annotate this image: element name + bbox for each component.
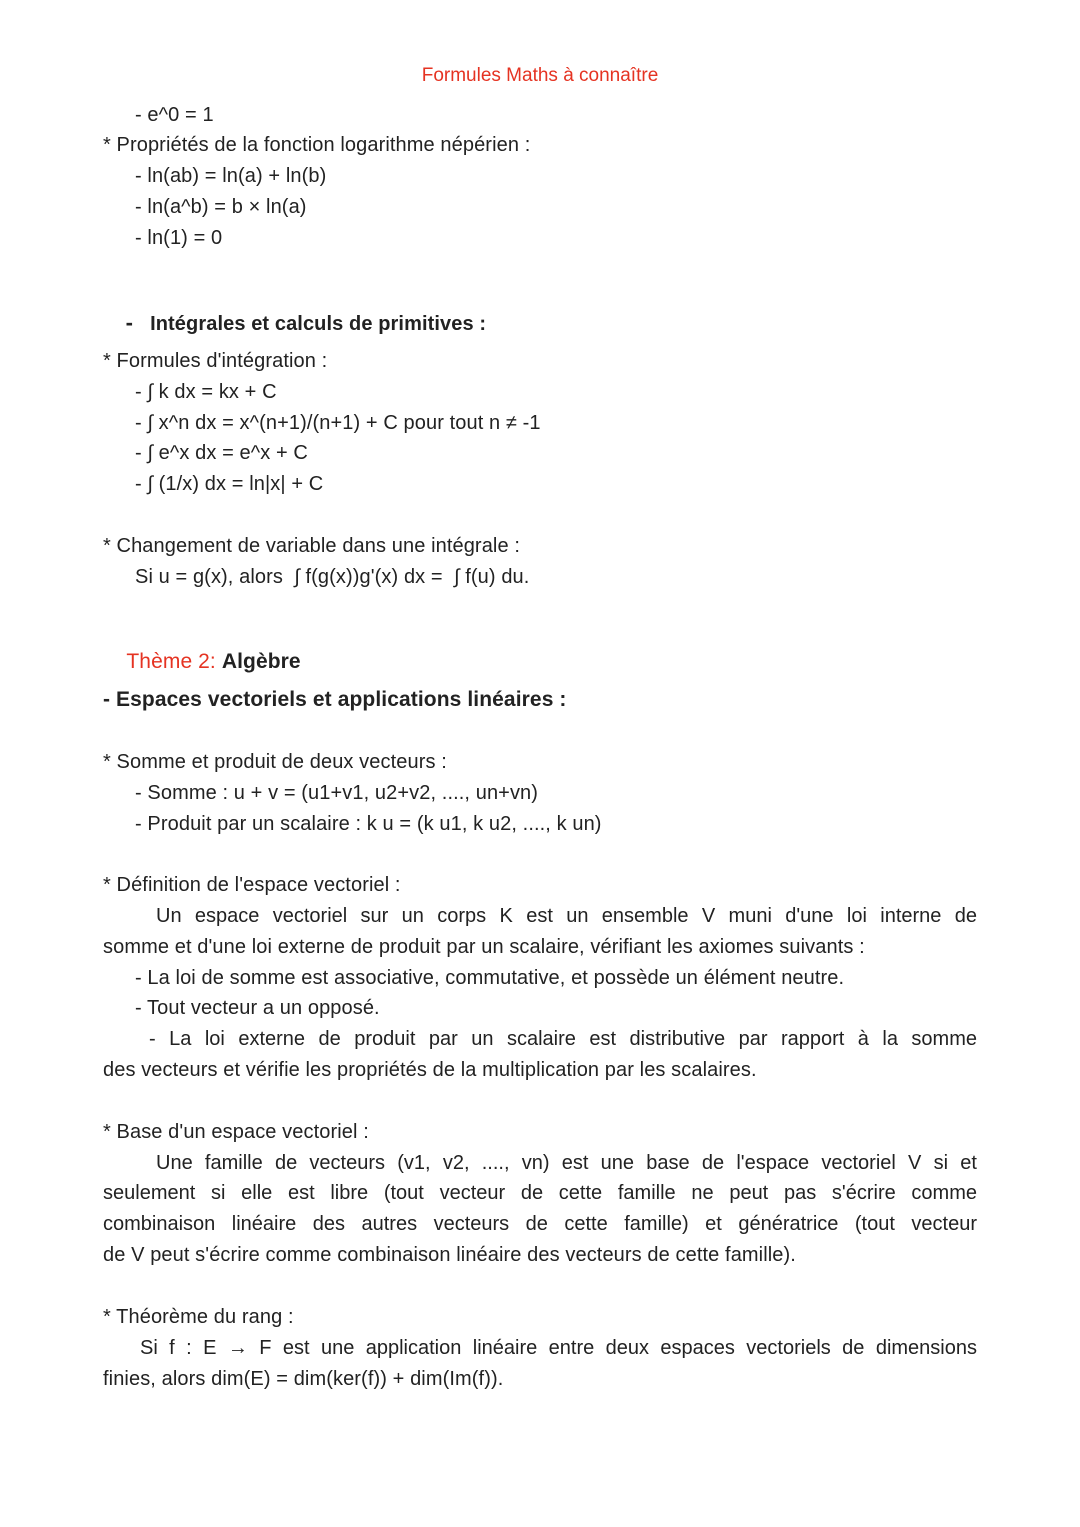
base-line: Une famille de vecteurs (v1, v2, ...., vn) est une base de l'espace vectoriel V si et xyxy=(156,1152,977,1174)
formula-item: - ∫ (1/x) dx = ln|x| + C xyxy=(135,473,324,495)
theme-name: Algèbre xyxy=(221,650,301,673)
formulas-title: * Formules d'intégration : xyxy=(103,350,328,372)
axiom-item: - La loi externe de produit par un scalaire est distributive par rapport à la somme xyxy=(149,1028,977,1050)
change-variable-title: * Changement de variable dans une intégrale : xyxy=(103,535,520,557)
page-header: Formules Maths à connaître xyxy=(421,65,659,86)
definition-line: somme et d'une loi externe de produit par un scalaire, vérifiant les axiomes suivants : xyxy=(103,936,865,958)
ln-item: - ln(a^b) = b × ln(a) xyxy=(135,196,307,218)
ln-item: - ln(1) = 0 xyxy=(135,227,223,249)
base-line: combinaison linéaire des autres vecteurs de cette famille) et génératrice (tout vecteur xyxy=(103,1213,977,1235)
ln-section-title: * Propriétés de la fonction logarithme népérien : xyxy=(103,134,531,156)
base-title: * Base d'un espace vectoriel : xyxy=(103,1121,369,1143)
base-line: de V peut s'écrire comme combinaison linéaire des vecteurs de cette famille). xyxy=(103,1244,796,1266)
definition-title: * Définition de l'espace vectoriel : xyxy=(103,874,401,896)
vector-section-heading: - Espaces vectoriels et applications linéaires : xyxy=(103,688,567,711)
integrals-heading-text: Intégrales et calculs de primitives : xyxy=(150,313,487,335)
ln-item: - ln(ab) = ln(a) + ln(b) xyxy=(135,165,327,187)
rank-theorem-title: * Théorème du rang : xyxy=(103,1306,294,1328)
axiom-item-continued: des vecteurs et vérifie les propriétés de la multiplication par les scalaires. xyxy=(103,1059,757,1081)
heading-dash: - xyxy=(125,310,134,335)
rank-theorem-line: finies, alors dim(E) = dim(ker(f)) + dim(Im(f)). xyxy=(103,1368,504,1390)
formula-item: - ∫ e^x dx = e^x + C xyxy=(135,442,308,464)
change-variable-text: Si u = g(x), alors ∫ f(g(x))g'(x) dx = ∫ f(u) du. xyxy=(135,566,530,588)
definition-line: Un espace vectoriel sur un corps K est un ensemble V muni d'une loi interne de xyxy=(156,905,977,927)
product-item: - Produit par un scalaire : k u = (k u1, k u2, ...., k un) xyxy=(135,813,602,835)
axiom-item: - Tout vecteur a un opposé. xyxy=(135,997,380,1019)
sum-product-title: * Somme et produit de deux vecteurs : xyxy=(103,751,447,773)
axiom-item: - La loi de somme est associative, commutative, et possède un élément neutre. xyxy=(135,967,845,989)
exp-property: - e^0 = 1 xyxy=(135,104,214,126)
base-line: seulement si elle est libre (tout vecteur de cette famille ne peut pas s'écrire comme xyxy=(103,1182,977,1204)
formula-item: - ∫ k dx = kx + C xyxy=(135,381,277,403)
theme-label: Thème 2: xyxy=(126,650,216,673)
rank-theorem-line: Si f : E → F est une application linéaire entre deux espaces vectoriels de dimensions xyxy=(140,1337,977,1359)
formula-item: - ∫ x^n dx = x^(n+1)/(n+1) + C pour tout n ≠ -1 xyxy=(135,412,541,434)
sum-item: - Somme : u + v = (u1+v1, u2+v2, ...., un+vn) xyxy=(135,782,539,804)
